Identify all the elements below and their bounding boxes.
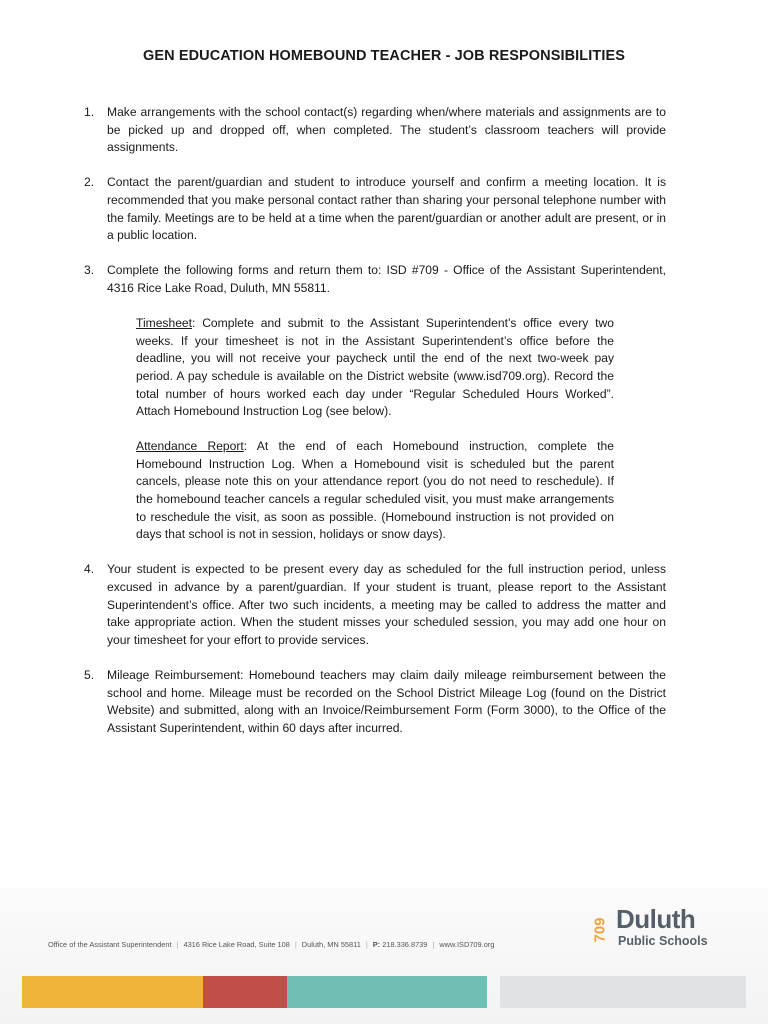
timesheet-colon: :	[192, 316, 196, 331]
logo-district-number	[588, 908, 612, 952]
item-number: 4.	[84, 562, 95, 577]
item-number: 2.	[84, 175, 95, 190]
footer-contact-line	[48, 940, 494, 949]
logo-subtitle: Public Schools	[618, 934, 708, 948]
footer-band-teal	[287, 976, 487, 1008]
list-item	[84, 262, 666, 544]
footer-separator: |	[176, 940, 179, 949]
item-text: Complete the following forms and return them to: ISD #709 - Office of the Assistant Superintendent, 4316 Rice Lake Road, Duluth, MN 55811.	[107, 263, 666, 295]
attendance-paragraph	[136, 438, 614, 544]
page-title: GEN EDUCATION HOMEBOUND TEACHER - JOB RESPONSIBILITIES	[142, 48, 626, 64]
timesheet-text: Complete and submit to the Assistant Superintendent’s office every two weeks. If your timesheet is not in the Assistant Superintendent’s office before the deadline, you will not receive your paycheck until the end of the next two-week pay period. A pay schedule is available on the District website (www.isd709.org). Record the total number of hours worked each day under “Regular Scheduled Hours Worked”. Attach Homebound Instruction Log (see below).	[136, 316, 614, 419]
footer-band-yellow	[22, 976, 203, 1008]
logo-name: Duluth	[616, 904, 696, 934]
item-text: Your student is expected to be present every day as scheduled for the full instruction period, unless excused in advance by a parent/guardian. If your student is truant, please report to the Assistant Superintendent’s office. After two such incidents, a meeting may be called to address the matter and take appropriate action. When the student misses your scheduled session, you may add one hour on your timesheet for your effort to provide services.	[107, 562, 666, 647]
footer-band-red	[203, 976, 287, 1008]
item-text: Contact the parent/guardian and student to introduce yourself and confirm a meeting location. It is recommended that you make personal contact rather than sharing your personal telephone number with the family. Meetings are to be held at a time when the parent/guardian or another adult are present, or in a public location.	[107, 175, 666, 243]
footer-separator: |	[294, 940, 297, 949]
attendance-heading: Attendance Report	[136, 439, 244, 454]
timesheet-paragraph	[136, 315, 614, 421]
responsibilities-list	[84, 104, 666, 755]
list-item	[84, 561, 666, 649]
footer-website: www.ISD709.org	[439, 940, 495, 949]
item-number: 1.	[84, 105, 95, 119]
item-content	[107, 262, 666, 544]
timesheet-heading: Timesheet	[136, 316, 193, 331]
footer-address: 4316 Rice Lake Road, Suite 108	[183, 940, 290, 949]
item-text: Mileage Reimbursement: Homebound teachers may claim daily mileage reimbursement between the school and home. Mileage must be recorded on the School District Mileage Log (found on the District Website) and submitted, along with an Invoice/Reimbursement Form (Form 3000), to the Office of the Assistant Superintendent, within 60 days after incurred.	[107, 668, 666, 735]
attendance-text: At the end of each Homebound instruction, complete the Homebound Instruction Log. When a Homebound visit is scheduled but the parent cancels, please note this on your attendance report (you do not need to reschedule). If the homebound teacher cancels a regular scheduled visit, you must make arrangements to reschedule the visit, as soon as possible. (Homebound instruction is not provided on days that school is not in session, holidays or snow days).	[136, 439, 614, 542]
list-item	[84, 104, 666, 157]
item-number: 5.	[84, 668, 95, 682]
footer-city: Duluth, MN 55811	[301, 940, 361, 949]
item-text: Make arrangements with the school contact(s) regarding when/where materials and assignments are to be picked up and dropped off, when completed. The student’s classroom teachers will provide assignments.	[107, 105, 666, 155]
footer-separator: |	[432, 940, 435, 949]
footer-phone-label: P:	[372, 940, 381, 949]
logo-district-number-text: 709	[591, 917, 609, 943]
list-item	[84, 667, 666, 737]
duluth-logo	[588, 904, 738, 952]
footer-band-gray	[500, 976, 746, 1008]
footer-phone: 218.336.8739	[380, 940, 428, 949]
list-item	[84, 174, 666, 244]
attendance-colon: :	[243, 439, 248, 454]
item-number: 3.	[84, 263, 95, 278]
footer-office: Office of the Assistant Superintendent	[48, 940, 172, 949]
footer-separator: |	[365, 940, 368, 949]
